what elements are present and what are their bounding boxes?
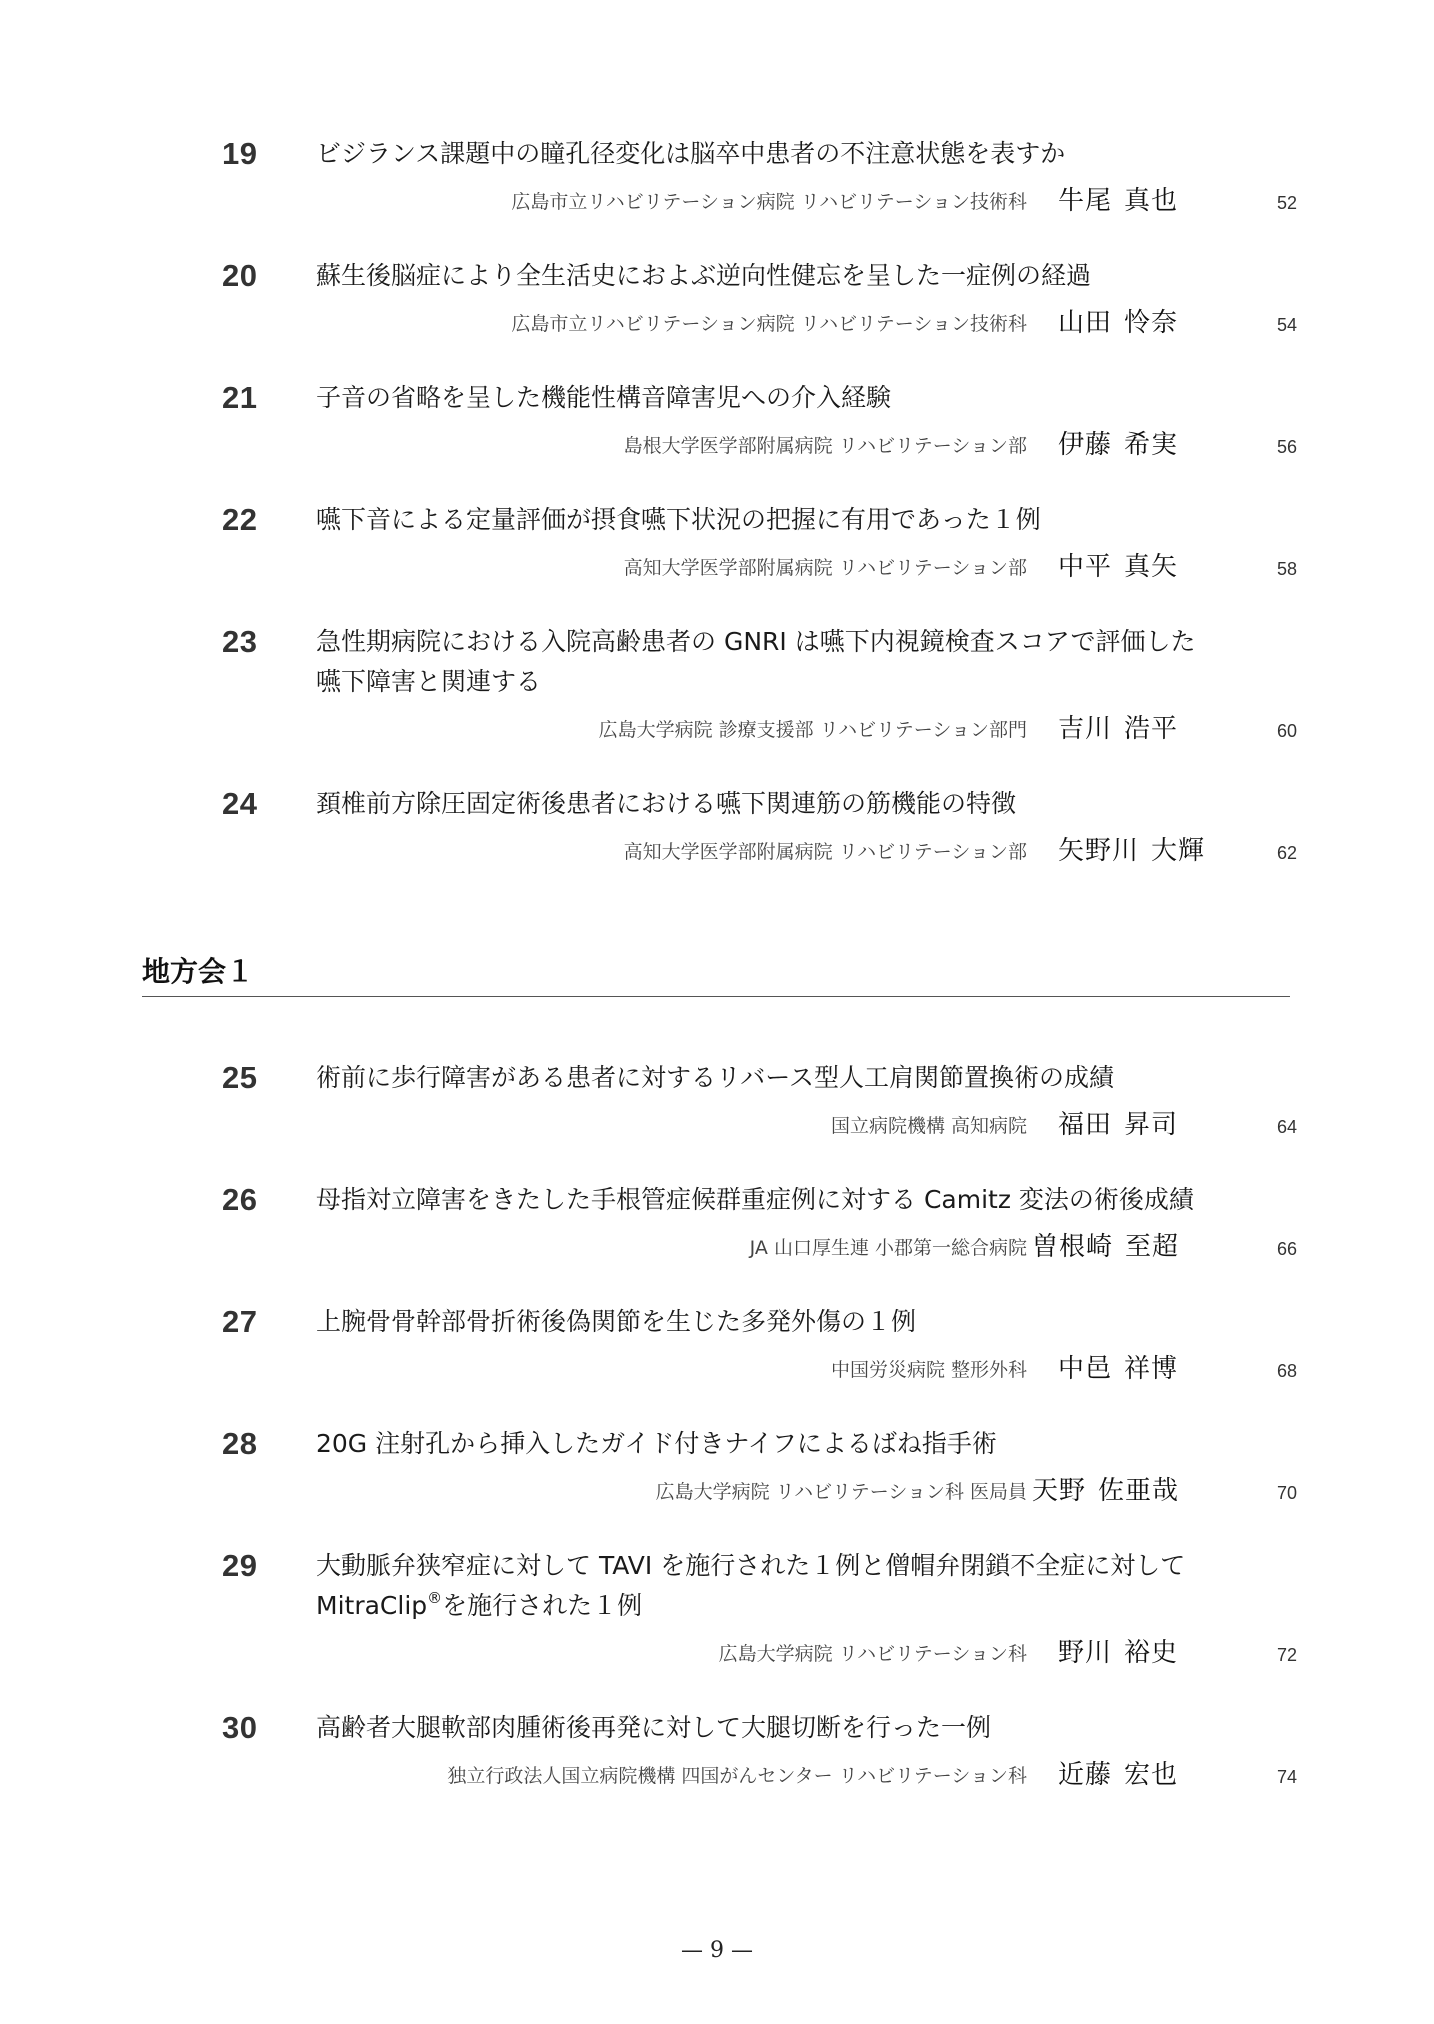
author-family-name: 曽根崎 (1032, 1232, 1114, 1262)
author-family-name: 天野 (1032, 1476, 1087, 1506)
entry-author (1058, 712, 1178, 746)
entry-meta (0, 1634, 1434, 1674)
entry-number: 27 (222, 1304, 258, 1339)
entry-page-number: 56 (1276, 437, 1297, 457)
entry-title-line: 術前に歩行障害がある患者に対するリバース型人工肩関節置換術の成績 (316, 1063, 1115, 1092)
entry-page-number: 66 (1276, 1239, 1297, 1259)
author-given-name: 裕史 (1124, 1638, 1179, 1668)
entry-author (1058, 1636, 1178, 1670)
author-family-name: 吉川 (1058, 714, 1113, 744)
entry-number: 20 (222, 258, 258, 293)
entry-affiliation: 国立病院機構 高知病院 (830, 1115, 1027, 1137)
entry-author (1032, 1230, 1179, 1264)
author-family-name: 近藤 (1058, 1760, 1113, 1790)
entry-affiliation: 広島大学病院 リハビリテーション科 医局員 (655, 1481, 1027, 1503)
entry-meta (0, 426, 1434, 466)
entry-page-number: 70 (1276, 1483, 1297, 1503)
author-family-name: 山田 (1058, 308, 1113, 338)
entry-title[interactable] (316, 500, 1296, 540)
entry-title-line: ビジランス課題中の瞳孔径変化は脳卒中患者の不注意状態を表すか (316, 139, 1066, 168)
entry-title[interactable] (316, 134, 1296, 174)
entry-page-number: 58 (1276, 559, 1297, 579)
entry-title-line: 上腕骨骨幹部骨折術後偽関節を生じた多発外傷の１例 (316, 1307, 917, 1336)
entry-meta (0, 1350, 1434, 1390)
entry-author (1032, 1474, 1179, 1508)
entry-affiliation: JA 山口厚生連 小郡第一総合病院 (749, 1237, 1027, 1259)
author-given-name: 浩平 (1124, 714, 1179, 744)
entry-affiliation: 独立行政法人国立病院機構 四国がんセンター リハビリテーション科 (447, 1765, 1027, 1787)
entry-title[interactable] (316, 1424, 1296, 1464)
entry-number: 23 (222, 624, 258, 659)
entry-page-number: 60 (1276, 721, 1297, 741)
entry-title-line: 子音の省略を呈した機能性構音障害児への介入経験 (316, 383, 892, 412)
entry-title[interactable] (316, 1708, 1296, 1748)
entry-author (1058, 1758, 1178, 1792)
entry-title-line: 蘇生後脳症により全生活史におよぶ逆向性健忘を呈した一症例の経過 (316, 261, 1092, 290)
entry-title-line (316, 1586, 1296, 1626)
entry-affiliation: 広島大学病院 リハビリテーション科 (718, 1643, 1027, 1665)
author-family-name: 野川 (1058, 1638, 1113, 1668)
author-family-name: 伊藤 (1058, 430, 1113, 460)
entry-page-number: 72 (1276, 1645, 1297, 1665)
author-family-name: 中平 (1058, 552, 1113, 582)
entry-title-line: 20G 注射孔から挿入したガイド付きナイフによるばね指手術 (316, 1429, 997, 1458)
entry-affiliation: 広島市立リハビリテーション病院 リハビリテーション技術科 (511, 313, 1027, 335)
title-text: を施行された１例 (442, 1591, 643, 1620)
entry-page-number: 62 (1276, 843, 1297, 863)
entry-title[interactable] (316, 1180, 1296, 1220)
entry-meta (0, 1756, 1434, 1796)
entry-number: 26 (222, 1182, 258, 1217)
entry-meta (0, 710, 1434, 750)
page-folio: — 9 — (681, 1938, 753, 1963)
entry-meta (0, 1106, 1434, 1146)
entry-title[interactable] (316, 1546, 1296, 1626)
entry-author (1058, 550, 1178, 584)
entry-meta (0, 832, 1434, 872)
entry-number: 21 (222, 380, 258, 415)
entry-author (1058, 1108, 1178, 1142)
entry-title-line: 大動脈弁狭窄症に対して TAVI を施行された１例と僧帽弁閉鎖不全症に対して (316, 1551, 1186, 1580)
entry-title-line: 頚椎前方除圧固定術後患者における嚥下関連筋の筋機能の特徴 (316, 789, 1017, 818)
entry-page-number: 68 (1276, 1361, 1297, 1381)
entry-number: 29 (222, 1548, 258, 1583)
entry-affiliation: 広島市立リハビリテーション病院 リハビリテーション技術科 (511, 191, 1027, 213)
section-divider (142, 996, 1290, 997)
author-given-name: 真也 (1124, 186, 1179, 216)
entry-affiliation: 島根大学医学部附属病院 リハビリテーション部 (623, 435, 1027, 457)
entry-title-line: 急性期病院における入院高齢患者の GNRI は嚥下内視鏡検査スコアで評価した (316, 627, 1196, 656)
entry-title-line: 嚥下障害と関連する (316, 667, 542, 696)
author-family-name: 中邑 (1058, 1354, 1113, 1384)
entry-meta (0, 548, 1434, 588)
entry-meta (0, 182, 1434, 222)
entry-title[interactable] (316, 378, 1296, 418)
entry-author (1058, 306, 1178, 340)
author-given-name: 祥博 (1124, 1354, 1179, 1384)
entry-title[interactable] (316, 622, 1296, 702)
author-given-name: 希実 (1124, 430, 1179, 460)
entry-title-line: 高齢者大腿軟部肉腫術後再発に対して大腿切断を行った一例 (316, 1713, 992, 1742)
entry-title-line: 母指対立障害をきたした手根管症候群重症例に対する Camitz 変法の術後成績 (316, 1185, 1194, 1214)
entry-affiliation: 高知大学医学部附属病院 リハビリテーション部 (623, 557, 1027, 579)
entry-title-line: 嚥下音による定量評価が摂食嚥下状況の把握に有用であった１例 (316, 505, 1041, 534)
author-given-name: 佐亜哉 (1098, 1476, 1180, 1506)
author-family-name: 福田 (1058, 1110, 1113, 1140)
entry-affiliation: 中国労災病院 整形外科 (830, 1359, 1027, 1381)
author-given-name: 宏也 (1124, 1760, 1179, 1790)
entry-number: 24 (222, 786, 258, 821)
mitraclip-text: MitraClip (316, 1591, 428, 1620)
entry-affiliation: 高知大学医学部附属病院 リハビリテーション部 (623, 841, 1027, 863)
author-given-name: 真矢 (1124, 552, 1179, 582)
entry-number: 22 (222, 502, 258, 537)
registered-mark: ® (427, 1589, 443, 1607)
entry-title[interactable] (316, 784, 1296, 824)
entry-author (1058, 184, 1178, 218)
entry-title[interactable] (316, 1058, 1296, 1098)
entry-meta (0, 304, 1434, 344)
author-family-name: 矢野川 (1058, 836, 1140, 866)
entry-author (1058, 1352, 1178, 1386)
entry-page-number: 64 (1276, 1117, 1297, 1137)
entry-title[interactable] (316, 256, 1296, 296)
entry-number: 28 (222, 1426, 258, 1461)
entry-meta (0, 1228, 1434, 1268)
entry-author (1058, 834, 1205, 868)
author-family-name: 牛尾 (1058, 186, 1113, 216)
entry-title[interactable] (316, 1302, 1296, 1342)
author-given-name: 大輝 (1151, 836, 1206, 866)
author-given-name: 怜奈 (1124, 308, 1179, 338)
entry-page-number: 74 (1276, 1767, 1297, 1787)
entry-affiliation: 広島大学病院 診療支援部 リハビリテーション部門 (598, 719, 1027, 741)
entry-author (1058, 428, 1178, 462)
entry-number: 25 (222, 1060, 258, 1095)
section-heading: 地方会１ (142, 955, 255, 988)
entry-number: 19 (222, 136, 258, 171)
entry-page-number: 52 (1276, 193, 1297, 213)
author-given-name: 至超 (1125, 1232, 1180, 1262)
entry-meta (0, 1472, 1434, 1512)
entry-page-number: 54 (1276, 315, 1297, 335)
author-given-name: 昇司 (1124, 1110, 1179, 1140)
entry-number: 30 (222, 1710, 258, 1745)
